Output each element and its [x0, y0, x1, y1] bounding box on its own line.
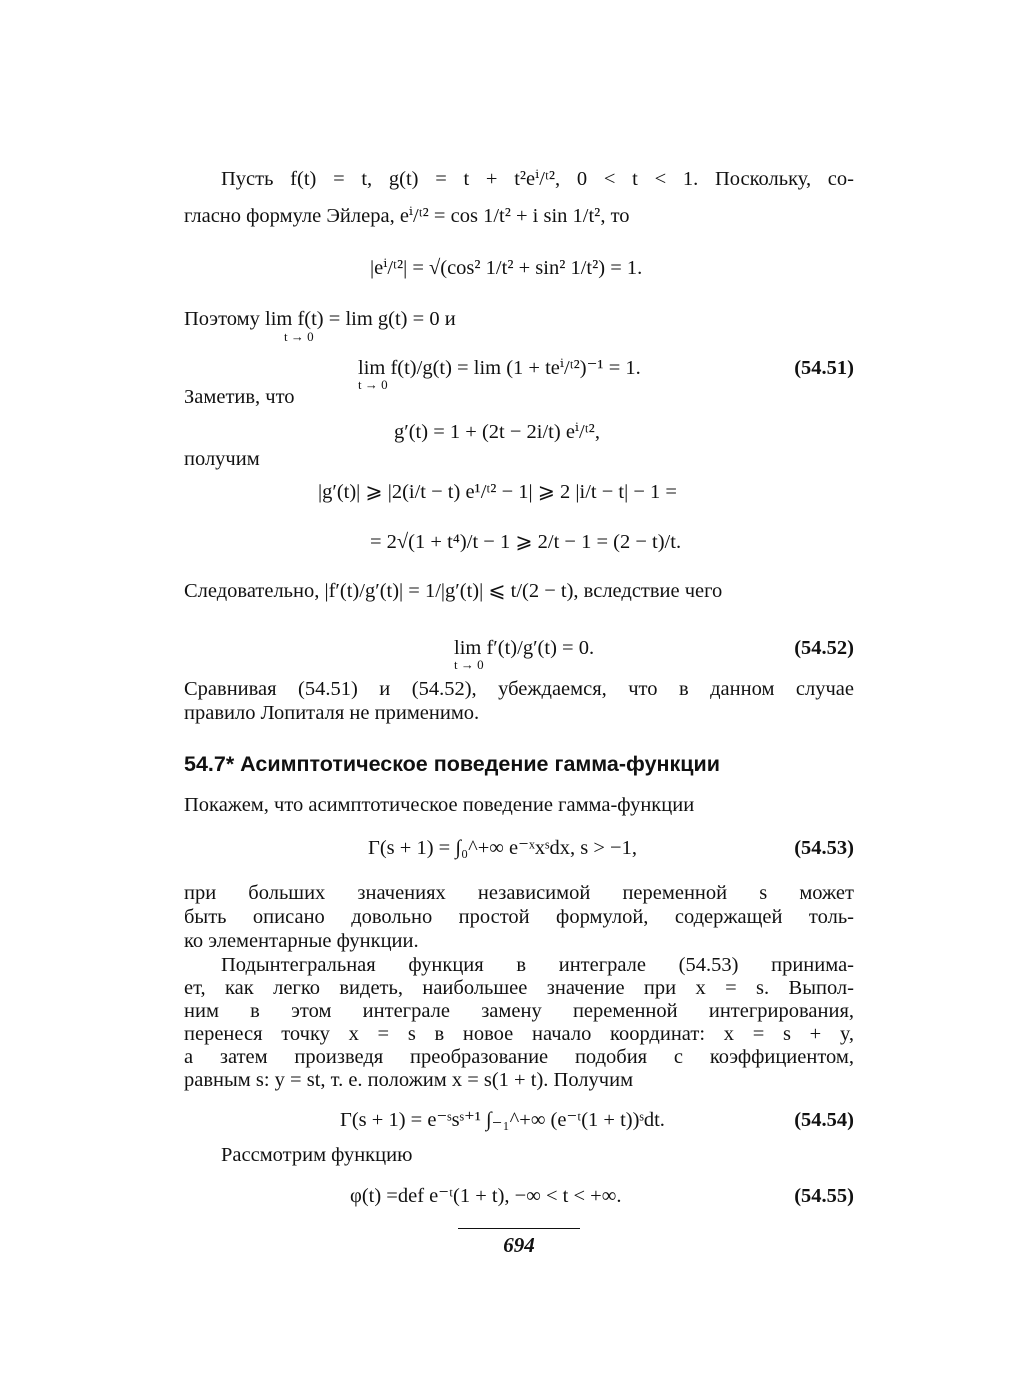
text-line: ет, как легко видеть, наибольшее значение при x = s. Выпол-	[184, 977, 854, 999]
text-line: правило Лопиталя не применимо.	[184, 702, 480, 724]
text-line: быть описано довольно простой формулой, содержащей толь-	[184, 906, 854, 928]
limit-subscript: t → 0	[284, 329, 314, 344]
page-number: 694	[503, 1233, 535, 1257]
limit-subscript: t → 0	[454, 657, 484, 672]
equation: Γ(s + 1) = ∫₀^+∞ e⁻ˣxˢdx, s > −1,	[368, 837, 637, 859]
section-heading: 54.7* Асимптотическое поведение гамма-функции	[184, 752, 720, 776]
equation: lim f(t)/g(t) = lim (1 + teⁱ/ᵗ²)⁻¹ = 1.	[358, 357, 641, 379]
equation: Γ(s + 1) = e⁻ˢsˢ⁺¹ ∫₋₁^+∞ (e⁻ᵗ(1 + t))ˢdt.	[340, 1109, 665, 1131]
equation: g′(t) = 1 + (2t − 2i/t) eⁱ/ᵗ²,	[394, 421, 600, 443]
text-line: Пусть f(t) = t, g(t) = t + t²eⁱ/ᵗ², 0 < t < 1. Поскольку, со-	[221, 168, 854, 190]
text-line: Поэтому lim f(t) = lim g(t) = 0 и	[184, 308, 456, 330]
equation: lim f′(t)/g′(t) = 0.	[454, 637, 595, 659]
text-line: получим	[184, 448, 260, 470]
text-line: Рассмотрим функцию	[221, 1144, 413, 1166]
limit-subscript: t → 0	[358, 377, 388, 392]
text-line: а затем произведя преобразование подобия с коэффициентом,	[184, 1046, 854, 1068]
equation: φ(t) =def e⁻ᵗ(1 + t), −∞ < t < +∞.	[350, 1185, 622, 1207]
equation-number: (54.54)	[794, 1109, 854, 1131]
text-line: гласно формуле Эйлера, eⁱ/ᵗ² = cos 1/t² + i sin 1/t², то	[184, 205, 630, 227]
equation: |g′(t)| ⩾ |2(i/t − t) e¹/ᵗ² − 1| ⩾ 2 |i/t − t| − 1 =	[318, 481, 677, 503]
text-line: Подынтегральная функция в интеграле (54.53) принима-	[221, 954, 854, 976]
equation-number: (54.51)	[794, 357, 854, 379]
equation-number: (54.53)	[794, 837, 854, 859]
text-line: ко элементарные функции.	[184, 930, 419, 952]
text-line: Следовательно, |f′(t)/g′(t)| = 1/|g′(t)| ⩽ t/(2 − t), вследствие чего	[184, 580, 723, 602]
equation: = 2√(1 + t⁴)/t − 1 ⩾ 2/t − 1 = (2 − t)/t.	[370, 531, 682, 553]
equation-number: (54.52)	[794, 637, 854, 659]
text-line: при больших значениях независимой переменной s может	[184, 882, 854, 904]
text-line: ним в этом интеграле замену переменной интегрирования,	[184, 1000, 854, 1022]
text-line: Сравнивая (54.51) и (54.52), убеждаемся, что в данном случае	[184, 678, 854, 700]
text-line: Заметив, что	[184, 386, 295, 408]
text-line: Покажем, что асимптотическое поведение гамма-функции	[184, 794, 695, 816]
text-line: перенеся точку x = s в новое начало координат: x = s + y,	[184, 1023, 854, 1045]
equation: |eⁱ/ᵗ²| = √(cos² 1/t² + sin² 1/t²) = 1.	[370, 257, 643, 279]
equation-number: (54.55)	[794, 1185, 854, 1207]
text-line: равным s: y = st, т. е. положим x = s(1 + t). Получим	[184, 1069, 634, 1091]
footer-rule	[458, 1228, 580, 1229]
